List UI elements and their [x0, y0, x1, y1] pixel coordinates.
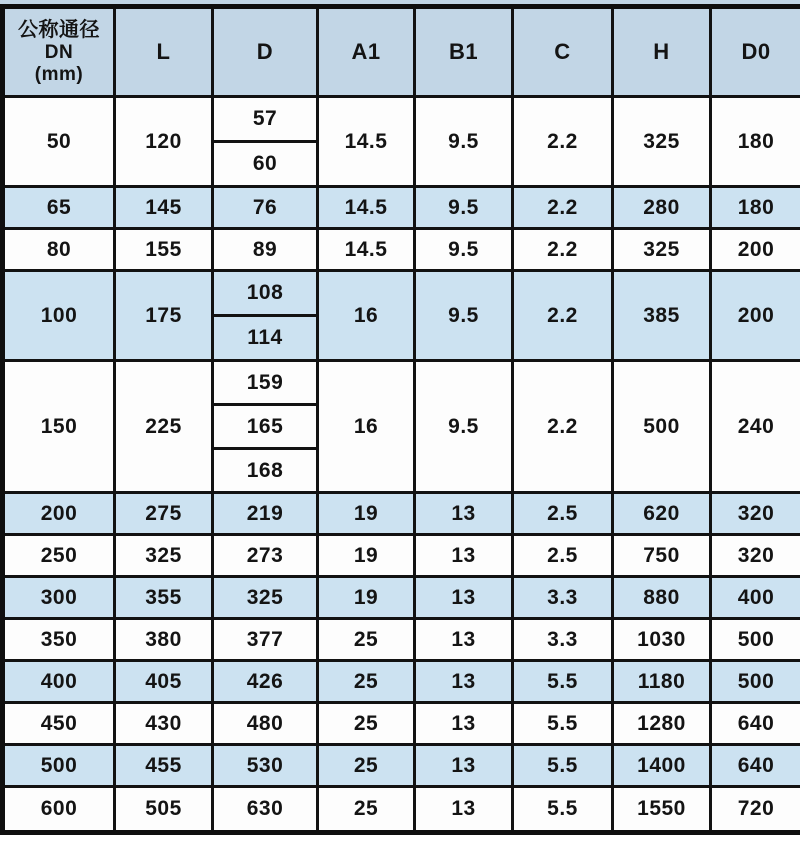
c-cell: 2.2 — [513, 229, 613, 271]
row-dn-500 — [3, 745, 800, 787]
a1-cell: 25 — [318, 619, 415, 661]
dn-cell: 100 — [3, 271, 115, 361]
col-header-H: H — [613, 7, 711, 97]
l-cell: 120 — [115, 97, 213, 187]
d-cell: 480 — [213, 703, 318, 745]
d0-cell: 200 — [711, 229, 800, 271]
dn-cell: 80 — [3, 229, 115, 271]
d-cell: 530 — [213, 745, 318, 787]
dn-cell: 200 — [3, 493, 115, 535]
dn-cell: 300 — [3, 577, 115, 619]
d-cell: 89 — [213, 229, 318, 271]
d0-cell: 200 — [711, 271, 800, 361]
b1-cell: 9.5 — [415, 361, 513, 493]
row-dn-350 — [3, 619, 800, 661]
a1-cell: 14.5 — [318, 229, 415, 271]
a1-cell: 16 — [318, 271, 415, 361]
a1-cell: 25 — [318, 703, 415, 745]
b1-cell: 13 — [415, 661, 513, 703]
l-cell: 405 — [115, 661, 213, 703]
d0-cell: 500 — [711, 661, 800, 703]
d-cell: 219 — [213, 493, 318, 535]
d0-cell: 640 — [711, 745, 800, 787]
l-cell: 355 — [115, 577, 213, 619]
d0-cell: 240 — [711, 361, 800, 493]
h-cell: 620 — [613, 493, 711, 535]
row-dn-450 — [3, 703, 800, 745]
l-cell: 225 — [115, 361, 213, 493]
c-cell: 3.3 — [513, 619, 613, 661]
h-cell: 385 — [613, 271, 711, 361]
col-header-C: C — [513, 7, 613, 97]
d0-cell: 320 — [711, 535, 800, 577]
l-cell: 430 — [115, 703, 213, 745]
row-dn-400 — [3, 661, 800, 703]
h-cell: 1030 — [613, 619, 711, 661]
d-cell: 630 — [213, 787, 318, 833]
dn-cell: 450 — [3, 703, 115, 745]
c-cell: 5.5 — [513, 745, 613, 787]
h-cell: 750 — [613, 535, 711, 577]
a1-cell: 25 — [318, 745, 415, 787]
c-cell: 3.3 — [513, 577, 613, 619]
b1-cell: 9.5 — [415, 229, 513, 271]
c-cell: 2.5 — [513, 493, 613, 535]
b1-cell: 13 — [415, 535, 513, 577]
h-cell: 325 — [613, 229, 711, 271]
row-dn-600 — [3, 787, 800, 833]
h-cell: 1550 — [613, 787, 711, 833]
b1-cell: 13 — [415, 703, 513, 745]
l-cell: 145 — [115, 187, 213, 229]
d0-cell: 320 — [711, 493, 800, 535]
d-cell: 426 — [213, 661, 318, 703]
a1-cell: 19 — [318, 535, 415, 577]
d-subcell: 168 — [213, 449, 318, 493]
b1-cell: 13 — [415, 787, 513, 833]
h-cell: 280 — [613, 187, 711, 229]
c-cell: 2.2 — [513, 271, 613, 361]
dn-code: DN — [44, 41, 74, 63]
c-cell: 5.5 — [513, 661, 613, 703]
b1-cell: 13 — [415, 493, 513, 535]
row-dn-200 — [3, 493, 800, 535]
row-dn-250 — [3, 535, 800, 577]
d-subcell: 165 — [213, 405, 318, 449]
d-cell: 325 — [213, 577, 318, 619]
a1-cell: 16 — [318, 361, 415, 493]
d-cell: 76 — [213, 187, 318, 229]
b1-cell: 13 — [415, 745, 513, 787]
row-dn-80 — [3, 229, 800, 271]
d-subcell: 57 — [213, 97, 318, 142]
col-header-B1: B1 — [415, 7, 513, 97]
h-cell: 1280 — [613, 703, 711, 745]
col-header-A1: A1 — [318, 7, 415, 97]
row-dn-150 — [3, 361, 800, 405]
dimension-spec-table — [0, 4, 800, 835]
col-header-L: L — [115, 7, 213, 97]
c-cell: 2.5 — [513, 535, 613, 577]
d-cell: 273 — [213, 535, 318, 577]
l-cell: 175 — [115, 271, 213, 361]
b1-cell: 9.5 — [415, 97, 513, 187]
dn-cell: 50 — [3, 97, 115, 187]
l-cell: 275 — [115, 493, 213, 535]
col-header-D: D — [213, 7, 318, 97]
col-header-dn — [3, 7, 115, 97]
h-cell: 1400 — [613, 745, 711, 787]
col-header-D0: D0 — [711, 7, 800, 97]
row-dn-300 — [3, 577, 800, 619]
l-cell: 505 — [115, 787, 213, 833]
b1-cell: 9.5 — [415, 271, 513, 361]
d-subcell: 114 — [213, 316, 318, 361]
a1-cell: 14.5 — [318, 187, 415, 229]
dn-title-cn: 公称通径 — [18, 18, 100, 41]
l-cell: 155 — [115, 229, 213, 271]
d0-cell: 400 — [711, 577, 800, 619]
b1-cell: 9.5 — [415, 187, 513, 229]
a1-cell: 25 — [318, 787, 415, 833]
h-cell: 1180 — [613, 661, 711, 703]
dn-cell: 500 — [3, 745, 115, 787]
c-cell: 2.2 — [513, 361, 613, 493]
header-row — [3, 7, 800, 97]
row-dn-65 — [3, 187, 800, 229]
d0-cell: 720 — [711, 787, 800, 833]
l-cell: 455 — [115, 745, 213, 787]
a1-cell: 19 — [318, 493, 415, 535]
d0-cell: 180 — [711, 97, 800, 187]
d-subcell: 60 — [213, 142, 318, 187]
dn-cell: 350 — [3, 619, 115, 661]
dn-unit: (mm) — [34, 63, 84, 85]
h-cell: 325 — [613, 97, 711, 187]
d-subcell: 108 — [213, 271, 318, 316]
b1-cell: 13 — [415, 577, 513, 619]
dn-cell: 65 — [3, 187, 115, 229]
d0-cell: 180 — [711, 187, 800, 229]
dn-cell: 150 — [3, 361, 115, 493]
a1-cell: 14.5 — [318, 97, 415, 187]
a1-cell: 25 — [318, 661, 415, 703]
dn-cell: 400 — [3, 661, 115, 703]
l-cell: 380 — [115, 619, 213, 661]
dn-cell: 250 — [3, 535, 115, 577]
h-cell: 500 — [613, 361, 711, 493]
a1-cell: 19 — [318, 577, 415, 619]
b1-cell: 13 — [415, 619, 513, 661]
d0-cell: 640 — [711, 703, 800, 745]
c-cell: 5.5 — [513, 703, 613, 745]
h-cell: 880 — [613, 577, 711, 619]
d0-cell: 500 — [711, 619, 800, 661]
row-dn-50 — [3, 97, 800, 142]
row-dn-100 — [3, 271, 800, 316]
c-cell: 2.2 — [513, 97, 613, 187]
dn-cell: 600 — [3, 787, 115, 833]
c-cell: 2.2 — [513, 187, 613, 229]
l-cell: 325 — [115, 535, 213, 577]
d-subcell: 159 — [213, 361, 318, 405]
c-cell: 5.5 — [513, 787, 613, 833]
d-cell: 377 — [213, 619, 318, 661]
